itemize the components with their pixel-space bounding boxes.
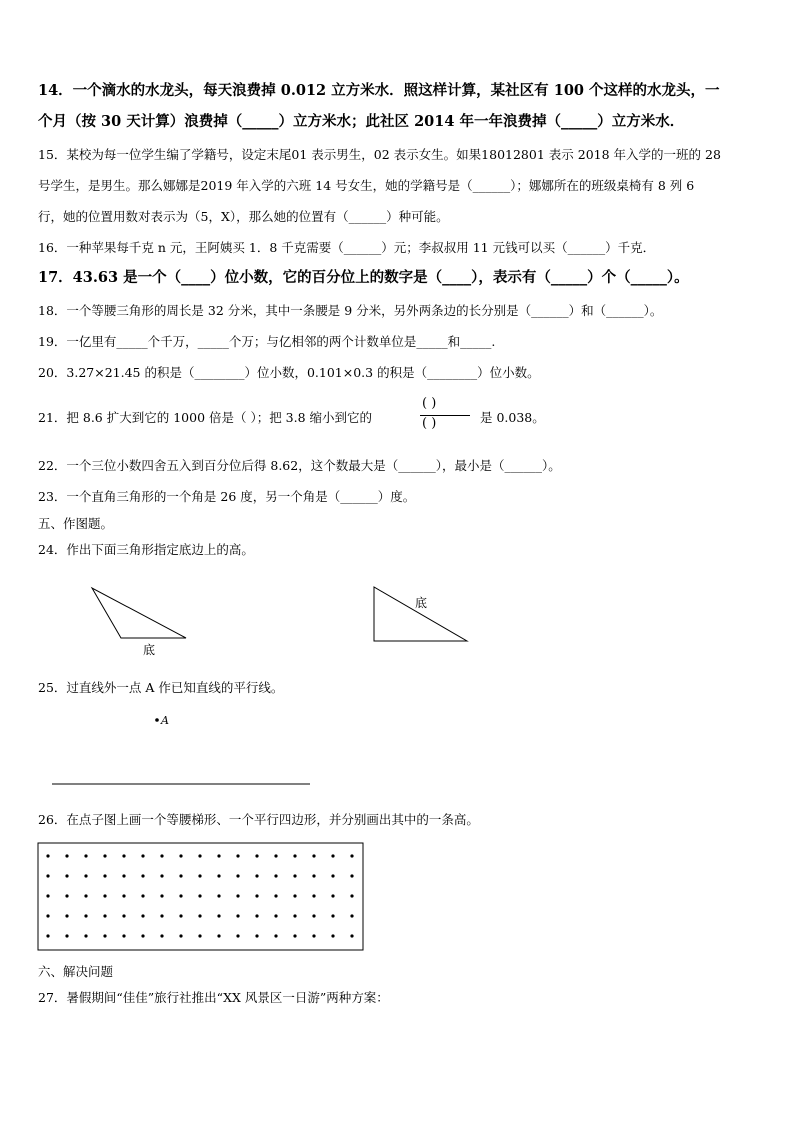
question-19: 19．一亿里有_____个千万，_____个万；与亿相邻的两个计数单位是_____和_____. [38,334,496,349]
grid-dot [160,914,163,917]
grid-dot [331,934,334,937]
question-27: 27．暑假期间“佳佳”旅行社推出“XX 风景区一日游”两种方案： [38,990,389,1005]
grid-dot [160,854,163,857]
grid-dot [198,914,201,917]
grid-dot [84,854,87,857]
grid-dot [350,874,353,877]
question-26: 26．在点子图上画一个等腰梯形、一个平行四边形，并分别画出其中的一条高。 [38,812,479,827]
grid-dot [122,934,125,937]
grid-dot [122,854,125,857]
grid-dot [331,914,334,917]
question-21-part-2: 是 0.038。 [480,410,545,425]
grid-dot [84,894,87,897]
grid-dot [198,874,201,877]
grid-dot [103,854,106,857]
grid-dot [236,934,239,937]
grid-dot [141,894,144,897]
point-a [155,718,159,722]
fraction-denominator: ( ) [422,416,437,431]
grid-dot [65,894,68,897]
grid-dot [160,934,163,937]
question-15-line-1: 15．某校为每一位学生编了学籍号，设定末尾01 表示男生，02 表示女生。如果18012801 表示 2018 年入学的一班的 28 [38,147,721,162]
question-25: 25．过直线外一点 A 作已知直线的平行线。 [38,680,284,695]
grid-dot [255,914,258,917]
grid-dot [46,894,49,897]
grid-dot [103,874,106,877]
grid-dot [179,854,182,857]
grid-dot [160,874,163,877]
grid-dot [198,894,201,897]
question-15-line-3: 行，她的位置用数对表示为（5，X），那么她的位置有（______）种可能。 [38,209,449,224]
dot-grid [46,854,353,937]
grid-dot [312,894,315,897]
grid-dot [236,894,239,897]
grid-dot [65,914,68,917]
grid-dot [331,874,334,877]
question-16: 16．一种苹果每千克 n 元，王阿姨买 1．8 千克需要（______）元；李叔叔用 11 元钱可以买（______）千克． [38,240,656,255]
grid-dot [312,934,315,937]
grid-dot [217,934,220,937]
grid-dot [65,874,68,877]
question-23: 23．一个直角三角形的一个角是 26 度，另一个角是（______）度。 [38,489,416,504]
grid-dot [274,914,277,917]
grid-dot [217,894,220,897]
grid-dot [350,934,353,937]
grid-dot [255,934,258,937]
grid-dot [103,894,106,897]
grid-dot [293,894,296,897]
question-15-line-2: 号学生，是男生。那么娜娜是2019 年入学的六班 14 号女生，她的学籍号是（______）；娜娜所在的班级桌椅有 8 列 6 [38,178,695,193]
grid-dot [65,854,68,857]
grid-dot [331,854,334,857]
grid-dot [293,934,296,937]
section-5-heading: 五、作图题。 [38,516,114,531]
point-a-label: A [161,714,169,727]
grid-dot [217,914,220,917]
grid-dot [160,894,163,897]
grid-dot [84,914,87,917]
question-14-line-1: 14．一个滴水的水龙头，每天浪费掉 0.012 立方米水．照这样计算，某社区有 100 个这样的水龙头，一 [38,82,720,99]
question-22: 22．一个三位小数四舍五入到百分位后得 8.62，这个数最大是（______），最小是（______）。 [38,458,561,473]
base-label-left: 底 [143,643,156,657]
grid-dot [179,934,182,937]
triangle-left [92,588,186,638]
grid-dot [312,914,315,917]
grid-dot [255,874,258,877]
grid-dot [255,854,258,857]
grid-dot [179,874,182,877]
grid-dot [141,854,144,857]
question-24: 24．作出下面三角形指定底边上的高。 [38,542,254,557]
grid-dot [179,894,182,897]
grid-dot [293,914,296,917]
grid-dot [274,894,277,897]
question-17: 17．43.63 是一个（____）位小数，它的百分位上的数字是（____），表示有（_____）个（_____）。 [38,269,689,286]
grid-dot [122,894,125,897]
grid-dot [350,854,353,857]
grid-dot [46,934,49,937]
base-label-right: 底 [415,596,428,610]
grid-dot [179,914,182,917]
grid-dot [217,854,220,857]
question-21-part-1: 21．把 8.6 扩大到它的 1000 倍是（ ）；把 3.8 缩小到它的 [38,410,373,425]
grid-dot [274,854,277,857]
grid-dot [293,874,296,877]
grid-dot [198,934,201,937]
question-18: 18．一个等腰三角形的周长是 32 分米，其中一条腰是 9 分米，另外两条边的长分别是（______）和（______）。 [38,303,663,318]
grid-dot [84,934,87,937]
grid-dot [198,854,201,857]
grid-dot [84,874,87,877]
grid-dot [312,854,315,857]
grid-dot [141,934,144,937]
grid-dot [122,874,125,877]
grid-dot [236,874,239,877]
grid-dot [103,914,106,917]
grid-dot [141,874,144,877]
question-20: 20．3.27×21.45 的积是（________）位小数，0.101×0.3 的积是（________）位小数。 [38,365,540,380]
grid-dot [312,874,315,877]
grid-dot [217,874,220,877]
grid-dot [274,874,277,877]
grid-dot [350,914,353,917]
grid-dot [350,894,353,897]
grid-dot [274,934,277,937]
grid-dot [255,894,258,897]
grid-dot [236,854,239,857]
question-14-line-2: 个月（按 30 天计算）浪费掉（_____）立方米水；此社区 2014 年一年浪费掉（_____）立方米水． [38,113,685,130]
grid-dot [293,854,296,857]
grid-dot [331,894,334,897]
grid-dot [141,914,144,917]
grid-dot [46,854,49,857]
grid-dot [103,934,106,937]
grid-dot [122,914,125,917]
fraction-numerator: ( ) [422,396,437,411]
grid-dot [46,914,49,917]
grid-dot [65,934,68,937]
grid-dot [46,874,49,877]
section-6-heading: 六、解决问题 [38,964,114,979]
grid-dot [236,914,239,917]
